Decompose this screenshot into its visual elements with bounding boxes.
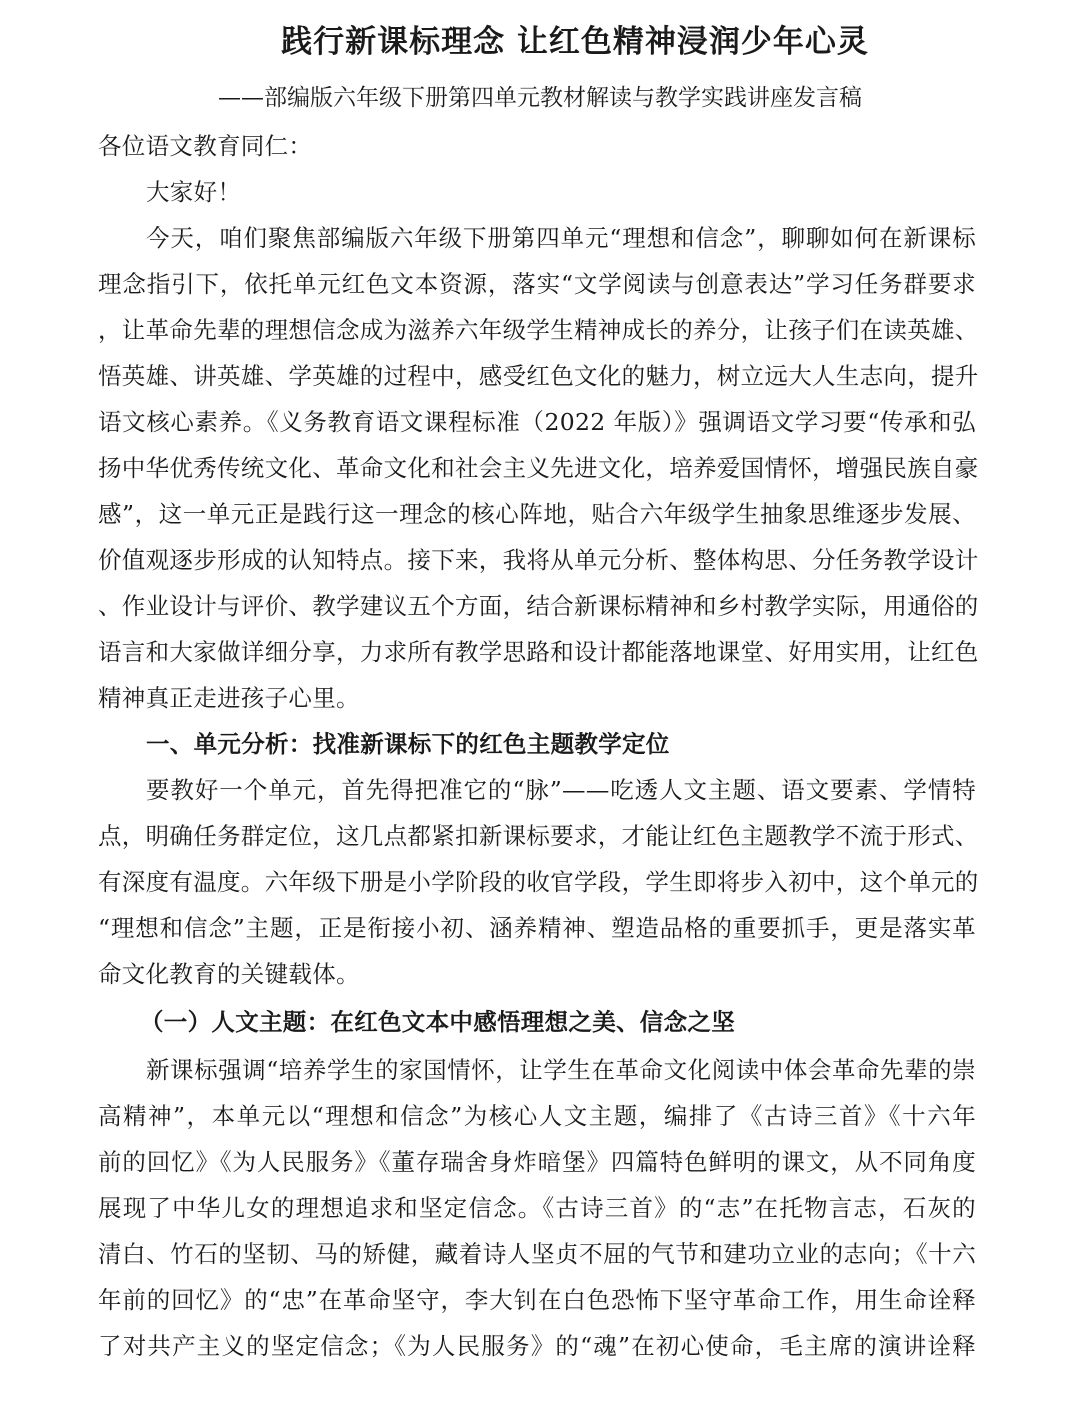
intro-line: 、作业设计与评价、教学建议五个方面，结合新课标精神和乡村教学实际，用通俗的 <box>98 592 979 620</box>
section1-line: 命文化教育的关键载体。 <box>98 960 360 988</box>
subsection1-line: 了对共产主义的坚定信念；《为人民服务》的“魂”在初心使命，毛主席的演讲诠释 <box>98 1332 976 1360</box>
intro-line: 语言和大家做详细分享，力求所有教学思路和设计都能落地课堂、好用实用，让红色 <box>98 638 979 666</box>
section1-line: 要教好一个单元，首先得把准它的“脉”——吃透人文主题、语文要素、学情特 <box>146 776 976 804</box>
section1-line: “理想和信念”主题，正是衔接小初、涵养精神、塑造品格的重要抓手，更是落实革 <box>98 914 976 942</box>
intro-line: 价值观逐步形成的认知特点。接下来，我将从单元分析、整体构思、分任务教学设计 <box>98 546 979 574</box>
hello: 大家好！ <box>146 178 242 206</box>
intro-line: 悟英雄、讲英雄、学英雄的过程中，感受红色文化的魅力，树立远大人生志向，提升 <box>98 362 979 390</box>
document-title: 践行新课标理念 让红色精神浸润少年心灵 <box>281 24 869 60</box>
subsection1-line: 高精神”，本单元以“理想和信念”为核心人文主题，编排了《古诗三首》《十六年 <box>98 1102 976 1130</box>
section1-line: 点，明确任务群定位，这几点都紧扣新课标要求，才能让红色主题教学不流于形式、 <box>98 822 979 850</box>
subsection1-line: 新课标强调“培养学生的家国情怀，让学生在革命文化阅读中体会革命先辈的崇 <box>146 1056 976 1084</box>
intro-line: ，让革命先辈的理想信念成为滋养六年级学生精神成长的养分，让孩子们在读英雄、 <box>98 316 979 344</box>
intro-line: 语文核心素养。《义务教育语文课程标准（2022 年版）》强调语文学习要“传承和弘 <box>98 408 976 436</box>
greeting: 各位语文教育同仁： <box>98 132 313 160</box>
intro-line: 扬中华优秀传统文化、革命文化和社会主义先进文化，培养爱国情怀，增强民族自豪 <box>98 454 979 482</box>
subsection1-line: 展现了中华儿女的理想追求和坚定信念。《古诗三首》的“志”在托物言志，石灰的 <box>98 1194 976 1222</box>
section1-line: 有深度有温度。六年级下册是小学阶段的收官学段，学生即将步入初中，这个单元的 <box>98 868 979 896</box>
subsection1-line: 年前的回忆》的“忠”在革命坚守，李大钊在白色恐怖下坚守革命工作，用生命诠释 <box>98 1286 976 1314</box>
subsection-heading: （一）人文主题：在红色文本中感悟理想之美、信念之坚 <box>140 1008 735 1036</box>
intro-line: 今天，咱们聚焦部编版六年级下册第四单元“理想和信念”，聊聊如何在新课标 <box>146 224 976 252</box>
subsection1-line: 前的回忆》《为人民服务》《董存瑞舍身炸暗堡》四篇特色鲜明的课文，从不同角度 <box>98 1148 976 1176</box>
intro-line: 精神真正走进孩子心里。 <box>98 684 360 712</box>
subsection1-line: 清白、竹石的坚韧、马的矫健，藏着诗人坚贞不屈的气节和建功立业的志向；《十六 <box>98 1240 976 1268</box>
intro-line: 理念指引下，依托单元红色文本资源，落实“文学阅读与创意表达”学习任务群要求 <box>98 270 976 298</box>
document-subtitle: ——部编版六年级下册第四单元教材解读与教学实践讲座发言稿 <box>218 85 862 111</box>
intro-line: 感”，这一单元正是践行这一理念的核心阵地，贴合六年级学生抽象思维逐步发展、 <box>98 500 976 528</box>
section-heading: 一、单元分析：找准新课标下的红色主题教学定位 <box>146 730 670 758</box>
